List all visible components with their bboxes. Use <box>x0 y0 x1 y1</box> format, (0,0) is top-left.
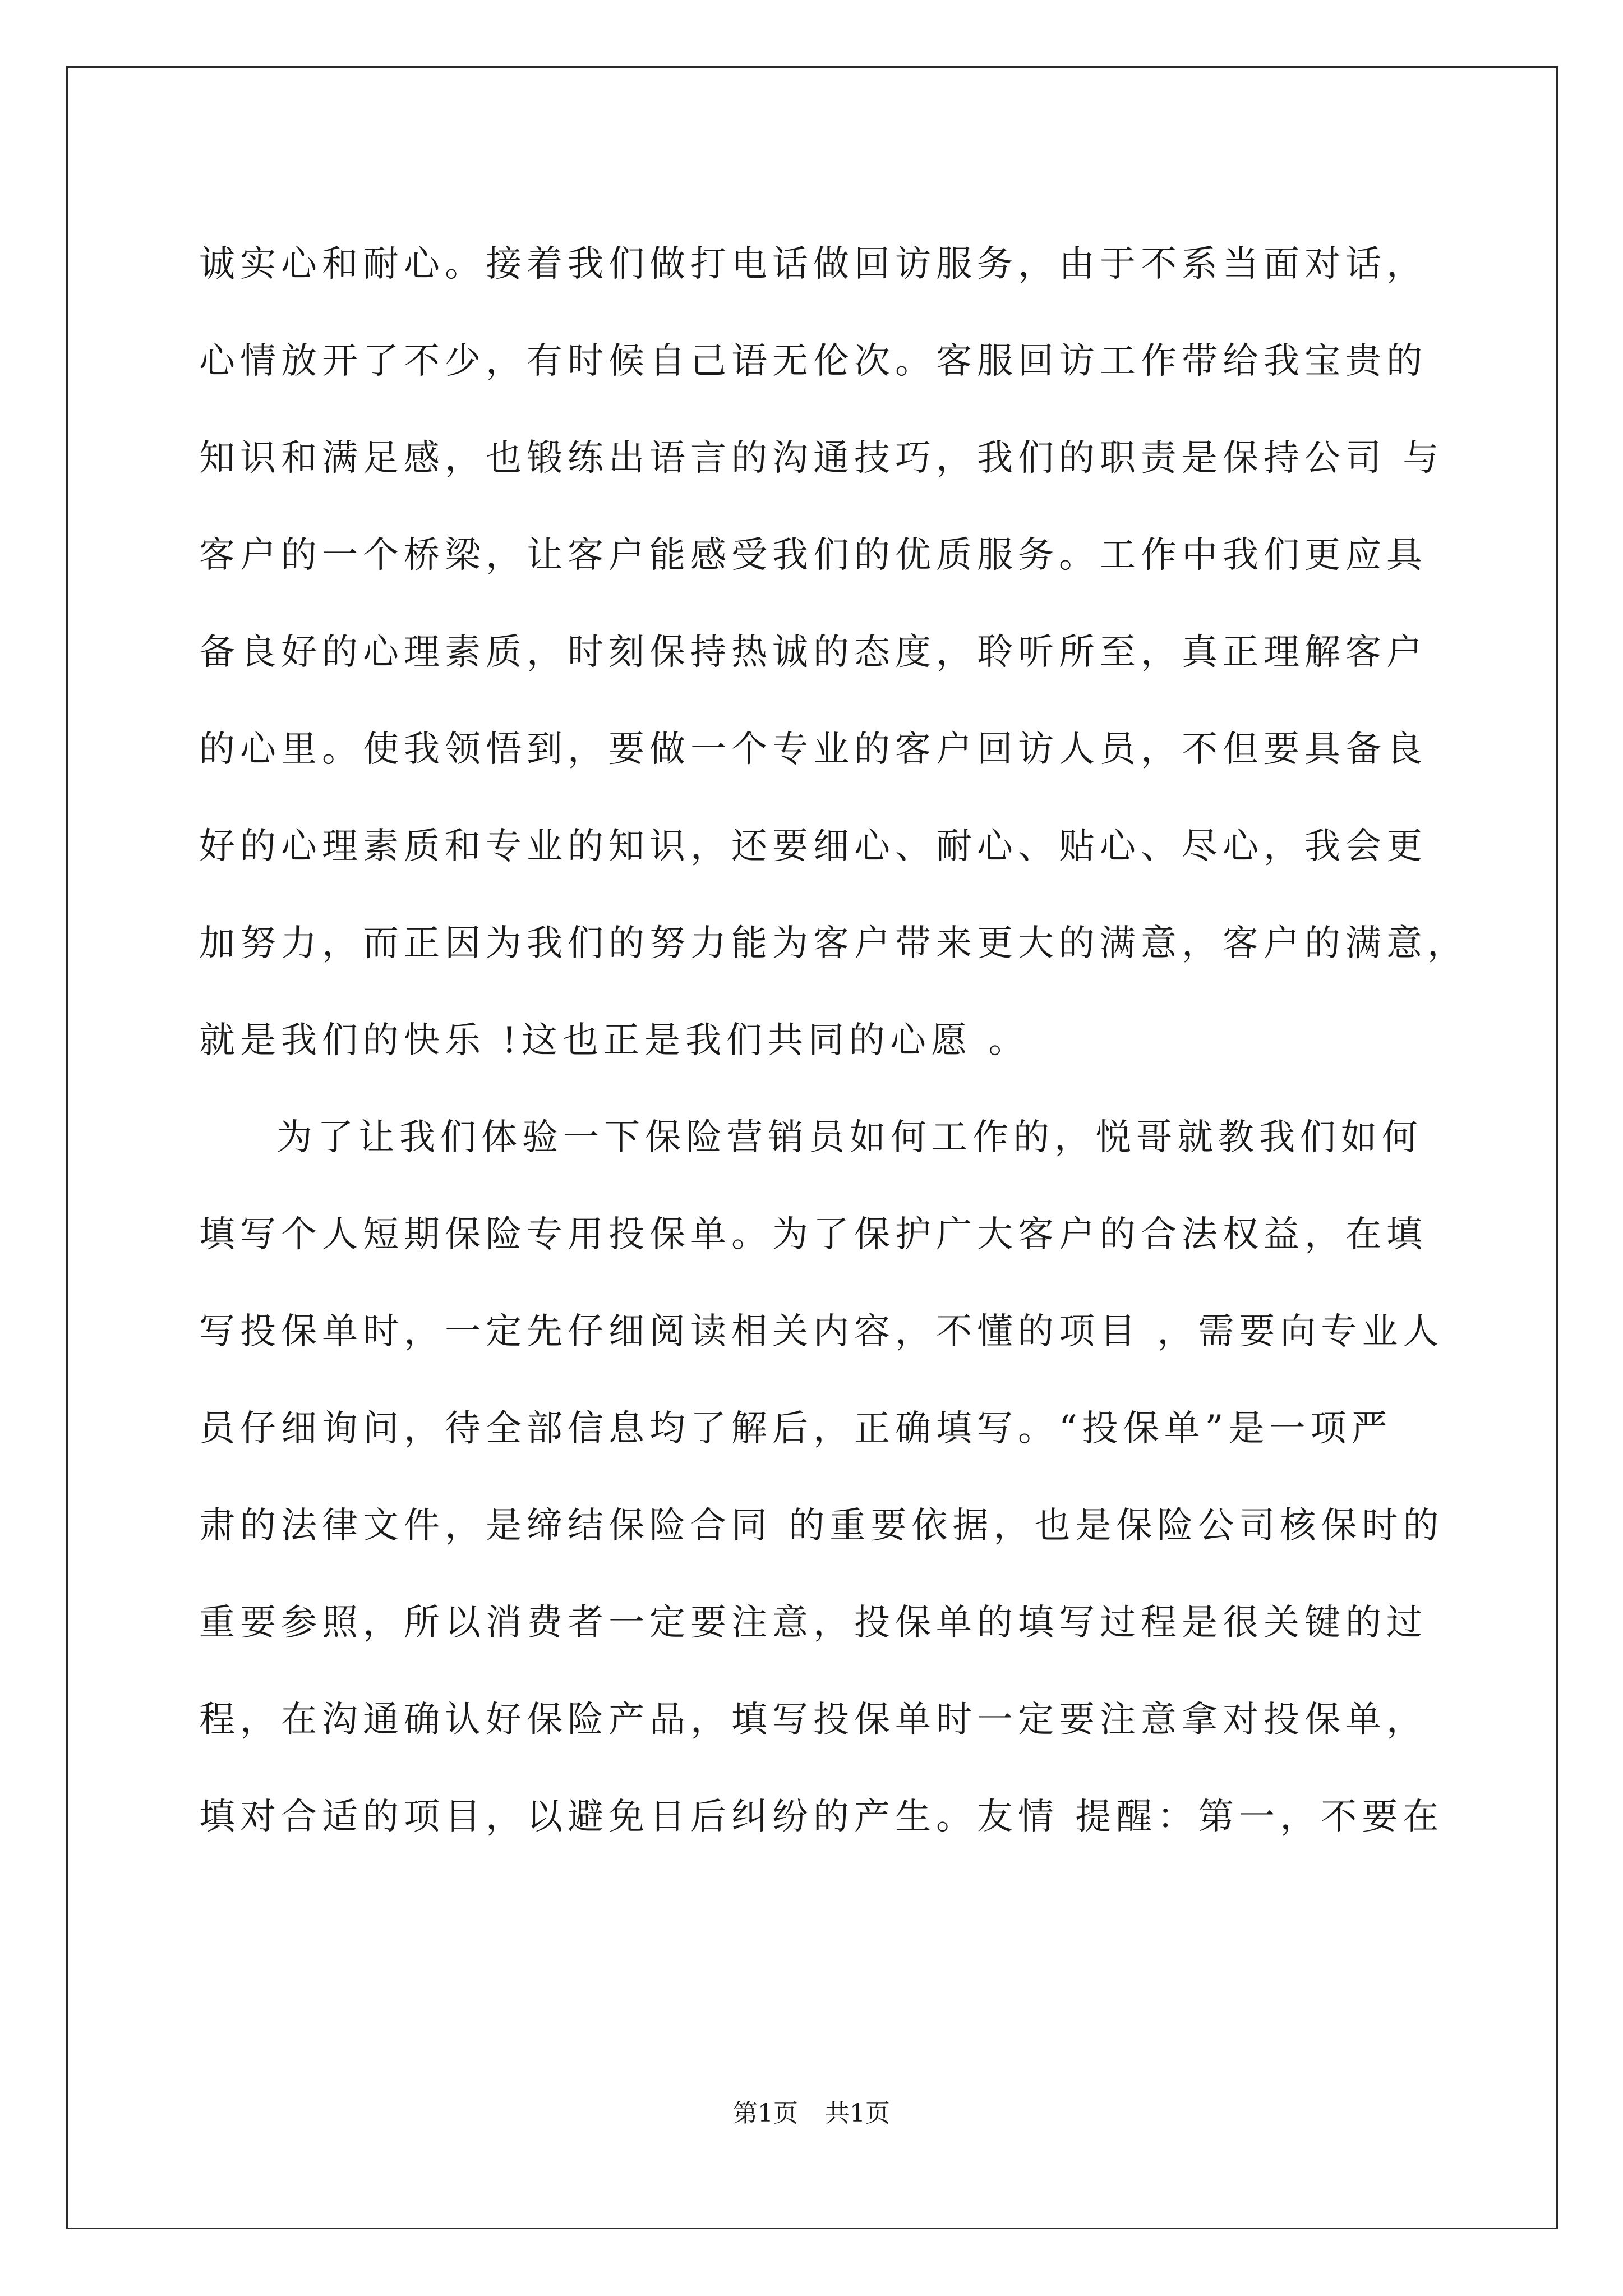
text-line-8: 加努力，而正因为我们的努力能为客户带来更大的满意，客户的满意， <box>199 923 1468 964</box>
text-line-2: 心情放开了不少，有时候自己语无伦次。客服回访工作带给我宝贵的 <box>199 341 1427 382</box>
page-number-total: 共1页 <box>825 2099 890 2128</box>
text-line-13: 员仔细询问，待全部信息均了解后，正确填写。“投保单”是一项严 <box>199 1408 1393 1450</box>
text-line-17: 填对合适的项目，以避免日后纠纷的产生。友情 提醒：第一，不要在 <box>199 1796 1444 1838</box>
text-line-10-paragraph-start: 为了让我们体验一下保险营销员如何工作的，悦哥就教我们如何 <box>276 1117 1423 1158</box>
text-line-6: 的心里。使我领悟到，要做一个专业的客户回访人员，不但要具备良 <box>199 729 1427 770</box>
text-line-9: 就是我们的快乐 !这也正是我们共同的心愿 。 <box>199 1020 1030 1061</box>
page-number-current: 第1页 <box>733 2099 798 2128</box>
text-line-14: 肃的法律文件，是缔结保险合同 的重要依据，也是保险公司核保时的 <box>199 1505 1444 1547</box>
text-line-5: 备良好的心理素质，时刻保持热诚的态度，聆听所至，真正理解客户 <box>199 632 1427 673</box>
text-line-12: 写投保单时，一定先仔细阅读相关内容，不懂的项目 ，需要向专业人 <box>199 1311 1444 1352</box>
text-line-7: 好的心理素质和专业的知识，还要细心、耐心、贴心、尽心，我会更 <box>199 826 1427 867</box>
text-line-3: 知识和满足感，也锻练出语言的沟通技巧，我们的职责是保持公司 与 <box>199 438 1444 479</box>
text-line-16: 程，在沟通确认好保险产品，填写投保单时一定要注意拿对投保单， <box>199 1699 1427 1741</box>
text-line-15: 重要参照，所以消费者一定要注意，投保单的填写过程是很关键的过 <box>199 1602 1427 1644</box>
text-line-11: 填写个人短期保险专用投保单。为了保护广大客户的合法权益，在填 <box>199 1214 1427 1255</box>
text-line-4: 客户的一个桥梁，让客户能感受我们的优质服务。工作中我们更应具 <box>199 535 1427 576</box>
text-line-1: 诚实心和耐心。接着我们做打电话做回访服务，由于不系当面对话， <box>199 243 1427 285</box>
document-body <box>199 216 1468 1866</box>
page-footer <box>0 2097 1623 2131</box>
